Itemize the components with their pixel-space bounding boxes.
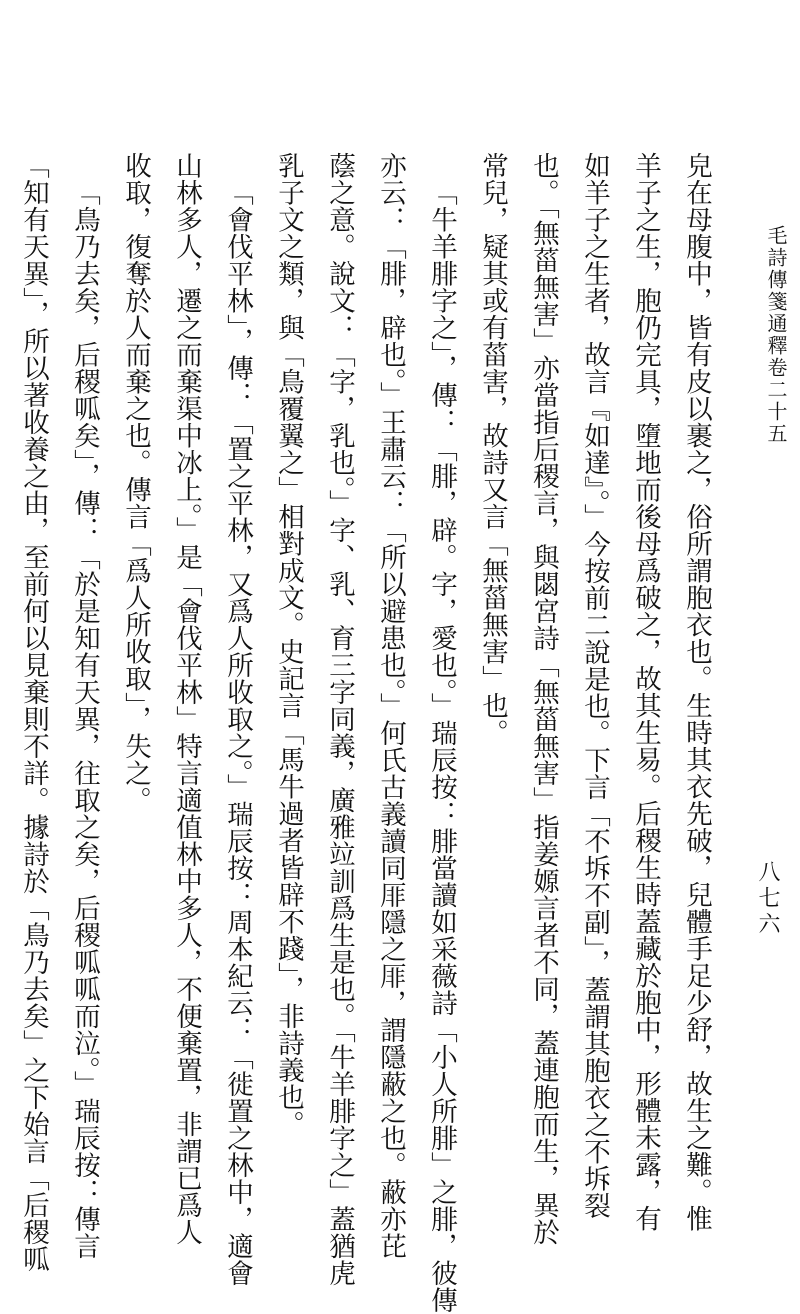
text-column: 如羊子之生者，故言『如達』。」今按前二說是也。下言「不坼不副」，蓋謂其胞衣之不坼裂 — [579, 152, 610, 1220]
text-column: 亦云：「腓，辟也。」王肅云：「所以避患也。」何氏古義讀同厞隱之厞，謂隱蔽之也。蔽亦芘 — [375, 152, 406, 1260]
text-column: 「會伐平林」，傳：「置之平林，又爲人所收取之。」瑞辰按：周本紀云：「徙置之林中，適會 — [222, 179, 253, 1287]
text-column — [0, 152, 8, 1102]
text-column: 羊子之生，胞仍完具，墮地而後母爲破之，故其生易。后稷生時蓋藏於胞中，形體未露，有 — [630, 152, 661, 1232]
text-column: 「知有天異」，所以著收養之由，至前何以見棄則不詳。據詩於「鳥乃去矣」之下始言「后稷呱 — [18, 152, 49, 1273]
text-column: 也。「無菑無害」亦當指后稷言，與閟宮詩「無菑無害」指姜嫄言者不同，蓋連胞而生，異於 — [528, 152, 559, 1246]
text-column: 收取，復奪於人而棄之也。傳言「爲人所收取」，失之。 — [120, 152, 151, 814]
text-column: 蔭之意。說文：「字，乳也。」字、乳、育三字同義，廣雅竝訓爲生是也。「牛羊腓字之」蓋猶虎 — [324, 152, 355, 1287]
text-column: 皃在母腹中，皆有皮以裹之，俗所謂胞衣也。生時其衣先破，兒體手足少舒，故生之難。惟 — [681, 152, 712, 1232]
page-number: 八七六 — [755, 860, 780, 938]
text-column: 「鳥乃去矣，后稷呱矣」，傳：「於是知有天異，往取之矣，后稷呱呱而泣。」瑞辰按：傳言 — [69, 179, 100, 1260]
text-column: 乳子文之類，與「鳥覆翼之」相對成文。史記言「馬牛過者皆辟不踐」，非詩義也。 — [273, 152, 304, 1138]
text-column: 「牛羊腓字之」，傳：「腓，辟。字，愛也。」瑞辰按：腓當讀如采薇詩「小人所腓」之腓，彼傳 — [426, 179, 457, 1314]
text-column: 山林多人，遷之而棄渠中冰上。」是「會伐平林」特言適值林中多人，不便棄置，非謂已爲人 — [171, 152, 202, 1246]
commentary-text — [18, 152, 722, 1314]
text-column: 常兒，疑其或有菑害，故詩又言「無菑無害」也。 — [477, 152, 508, 746]
running-title: 毛詩傳箋通釋卷二十五 — [764, 225, 788, 445]
